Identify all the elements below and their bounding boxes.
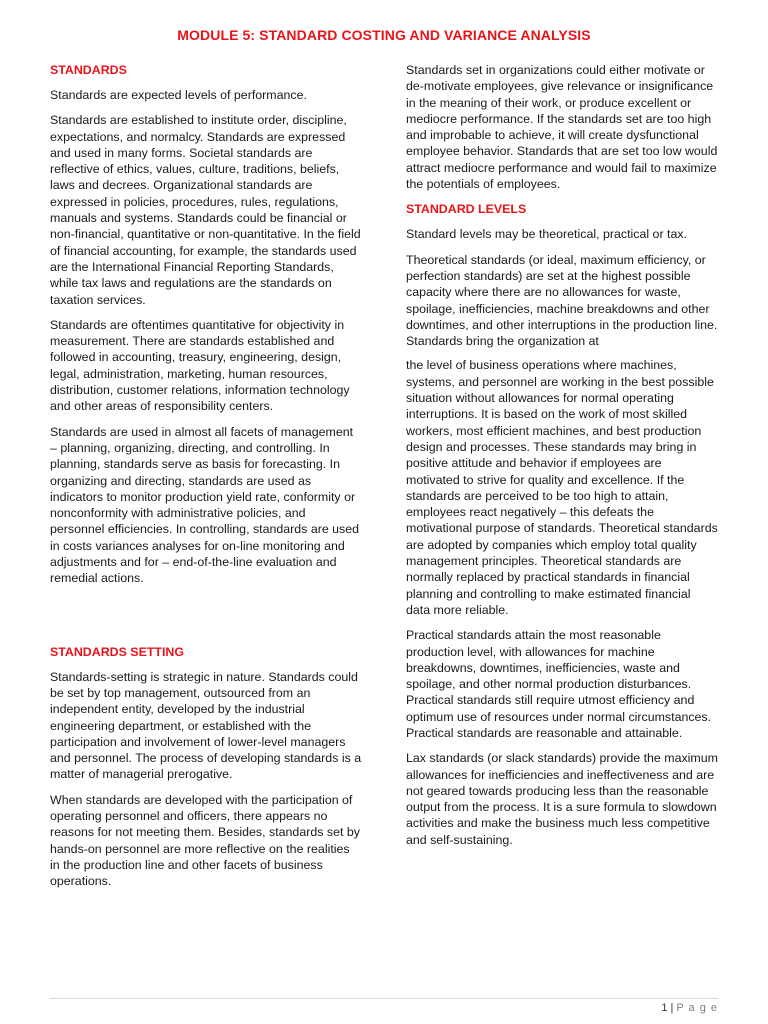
paragraph: Standards are oftentimes quantitative for objectivity in measurement. There are standards established and followed in accounting, treasury, engineering, design, legal, administration, marketing, human resources, distribution, customer relations, information technology and other areas of responsibility centers.: [50, 317, 350, 414]
paragraph: When standards are developed with the participation of operating personnel and officers, there appears no reasons for not meeting them. Besides, standards set by hands-on personnel are more reflective on the realities in the production line and other facets of business operations.: [50, 792, 360, 889]
paragraph: Theoretical standards (or ideal, maximum efficiency, or perfection standards) are set at the highest possible capacity where there are no allowances for waste, spoilage, inefficiencies, machine breakdowns and other downtimes, and other interruptions in the production line. Standards bring the organization at: [406, 252, 718, 349]
section-heading-standards: STANDARDS: [50, 63, 127, 77]
page-number: 1: [661, 1002, 668, 1014]
paragraph: Standards are used in almost all facets of management – planning, organizing, directing, and controlling. In planning, standards serve as basis for forecasting. In organizing and directing, standards are used as indicators to monitor production yield rate, conformity or nonconformity with administrative policies, and personnel efficiencies. In controlling, standards are used in costs variances analyses for on-line monitoring and adjustments and for – end-of-the-line evaluation and remedial actions.: [50, 424, 360, 586]
page-label: P a g e: [676, 1002, 718, 1014]
paragraph: Standards-setting is strategic in nature. Standards could be set by top management, outsourced from an independent entity, developed by the industrial engineering department, or established with the participation and involvement of lower-level managers and personnel. The process of developing standards is a matter of managerial prerogative.: [50, 669, 362, 782]
spacer: [50, 596, 362, 644]
section-heading-standards-setting: STANDARDS SETTING: [50, 644, 185, 659]
footer-divider: [50, 998, 718, 999]
paragraph: the level of business operations where machines, systems, and personnel are working in the best possible situation without allowances for normal operating interruptions. It is based on the work of most skilled workers, most efficient machines, and best production design and processes. These standards may bring in positive attitude and behavior if employees are motivated to strive for quality and excellence. If the standards are perceived to be too high to attain, employees react negatively – this defeats the motivational purpose of standards. Theoretical standards are adopted by companies which employ total quality management principles. Theoretical standards are normally replaced by practical standards in financial planning and controlling to make estimated financial data more reliable.: [406, 358, 718, 617]
paragraph: Standard levels may be theoretical, practical or tax.: [406, 227, 687, 242]
paragraph: Standards are expected levels of performance.: [50, 88, 307, 102]
page-footer: [661, 1002, 718, 1014]
paragraph: Lax standards (or slack standards) provide the maximum allowances for inefficiencies and ineffectiveness and are not geared towards producing less than the reasonable output from the process. It is a sure formula to slowdown activities and make the business much less competitive and self-sustaining.: [406, 751, 718, 847]
footer-separator: |: [670, 1002, 674, 1014]
paragraph: Standards set in organizations could either motivate or de-motivate employees, give relevance or insignificance in the meaning of their work, or produce excellent or mediocre performance. If the standards set are too high and improbable to achieve, it will create dysfunctional employee behavior. Standards that are set too low would attract mediocre performance and would fail to maximize the potentials of employees.: [406, 63, 718, 192]
right-column: [406, 62, 718, 857]
paragraph: Practical standards attain the most reasonable production level, with allowances for machine breakdowns, downtimes, inefficiencies, waste and spoilage, and other normal production disturbances. Practical standards still require utmost efficiency and optimum use of resources under normal circumstances. Practical standards are reasonable and attainable.: [406, 628, 712, 740]
section-heading-standard-levels: STANDARD LEVELS: [406, 202, 527, 217]
left-column: [50, 62, 362, 898]
paragraph: Standards are established to institute order, discipline, expectations, and normalcy. Standards are expressed and used in many forms. Societal standards are reflective of ethics, values, culture, traditions, beliefs, laws and decrees. Organizational standards are expressed in policies, procedures, rules, regulations, manuals and systems. Standards could be financial or non-financial, quantitative or non-quantitative. In the field of financial accounting, for example, the standards used are the International Financial Reporting Standards, while tax laws and regulations are the standards on taxation services.: [50, 113, 361, 307]
page-title: MODULE 5: STANDARD COSTING AND VARIANCE ANALYSIS: [177, 27, 591, 43]
